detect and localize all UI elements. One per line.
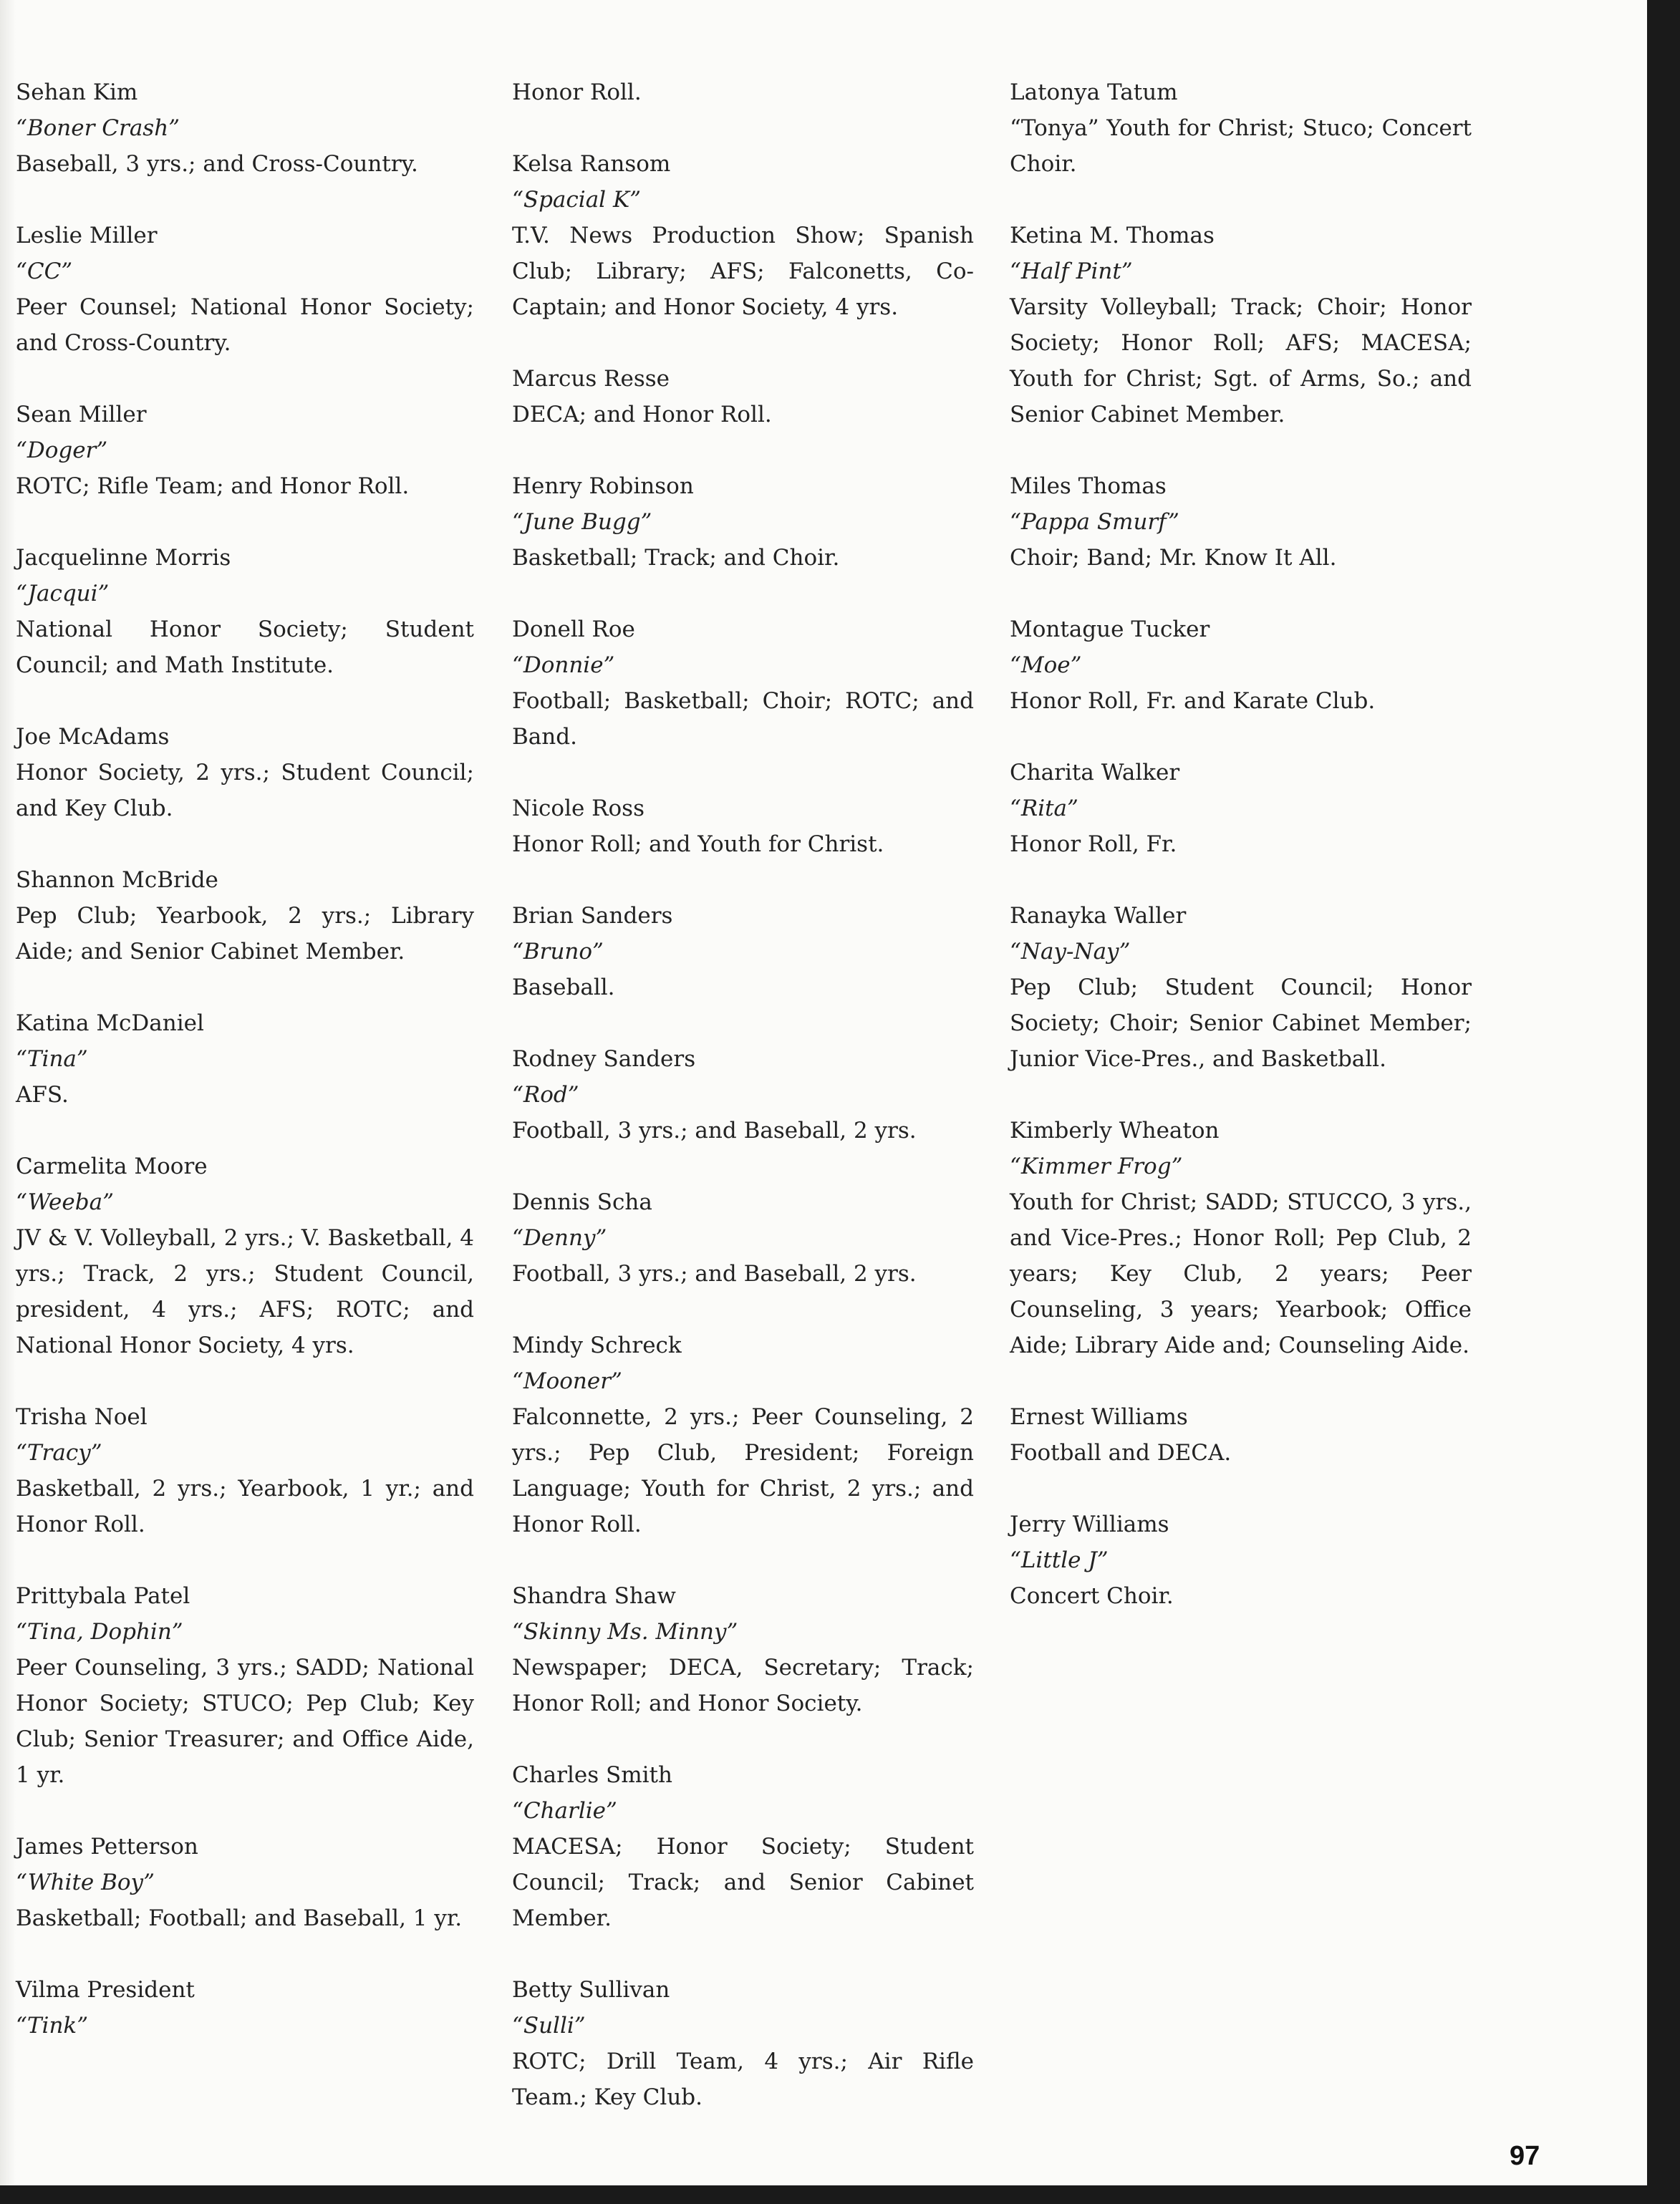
senior-entry (16, 1829, 474, 1936)
activities-text: AFS. (16, 1082, 69, 1108)
nickname: “Doger” (16, 438, 108, 463)
student-name: Montague Tucker (1010, 617, 1210, 642)
student-name: Kimberly Wheaton (1010, 1118, 1220, 1144)
student-name: Ketina M. Thomas (1010, 223, 1215, 248)
senior-entry (16, 1399, 474, 1542)
nickname: “Weeba” (16, 1189, 114, 1215)
senior-entry (1010, 1113, 1472, 1363)
student-name: Kelsa Ransom (512, 151, 671, 177)
activities-text: Baseball. (512, 975, 615, 1000)
student-name: Joe McAdams (16, 724, 170, 750)
nickname: “Tina” (16, 1046, 88, 1072)
nickname: “Tina, Dophin” (16, 1619, 183, 1645)
senior-entry (16, 540, 474, 683)
activities-text: Basketball; Track; and Choir. (512, 545, 840, 571)
student-name: Donell Roe (512, 617, 635, 642)
nickname: “Jacqui” (16, 581, 110, 606)
nickname: “Little J” (1010, 1547, 1109, 1573)
nickname: “Tink” (16, 2013, 89, 2039)
senior-entry (1010, 74, 1472, 182)
nickname: “Sulli” (512, 2013, 586, 2039)
activities-text: National Honor Society; Student Council; and Math Institute. (16, 617, 474, 678)
student-name: Ernest Williams (1010, 1404, 1188, 1430)
nickname: “Mooner” (512, 1368, 622, 1394)
nickname: “Rita” (1010, 796, 1078, 821)
activities-text: Football; Basketball; Choir; ROTC; and Band. (512, 688, 974, 750)
nickname: “June Bugg” (512, 509, 652, 535)
senior-entry (512, 1328, 974, 1542)
senior-entry (512, 1184, 974, 1292)
activities-text: ROTC; Rifle Team; and Honor Roll. (16, 473, 410, 499)
activities-text: Varsity Volleyball; Track; Choir; Honor Society; Honor Roll; AFS; MACESA; Youth for Christ; Sgt. of Arms, So.; and Senior Cabinet Member. (1010, 294, 1472, 427)
page-number: 97 (1510, 2141, 1540, 2171)
activities-text: Basketball; Football; and Baseball, 1 yr. (16, 1905, 463, 1931)
student-name: Shandra Shaw (512, 1583, 676, 1609)
activities-text: Baseball, 3 yrs.; and Cross-Country. (16, 151, 418, 177)
activities-text: Pep Club; Yearbook, 2 yrs.; Library Aide; and Senior Cabinet Member. (16, 903, 474, 965)
senior-entry (16, 1005, 474, 1113)
student-name: Henry Robinson (512, 473, 694, 499)
activities-text: Honor Roll, Fr. (1010, 831, 1177, 857)
senior-entry (512, 146, 974, 325)
nickname: “Donnie” (512, 652, 615, 678)
student-name: Jerry Williams (1010, 1512, 1169, 1537)
activities-text: Falconnette, 2 yrs.; Peer Counseling, 2 yrs.; Pep Club, President; Foreign Language; Youth for Christ, 2 yrs.; and Honor Roll. (512, 1404, 974, 1537)
nickname: “Half Pint” (1010, 258, 1133, 284)
senior-entry (1010, 1399, 1472, 1471)
column-3 (1010, 74, 1472, 1650)
activities-text: Football, 3 yrs.; and Baseball, 2 yrs. (512, 1118, 917, 1144)
nickname: “White Boy” (16, 1870, 155, 1895)
nickname: “Kimmer Frog” (1010, 1154, 1183, 1179)
column-1 (16, 74, 474, 2079)
nickname: “Boner Crash” (16, 115, 180, 141)
student-name: James Petterson (16, 1834, 198, 1860)
student-name: Ranayka Waller (1010, 903, 1187, 929)
student-name: Rodney Sanders (512, 1046, 696, 1072)
activities-text: ROTC; Drill Team, 4 yrs.; Air Rifle Team.; Key Club. (512, 2049, 974, 2110)
senior-entry (1010, 468, 1472, 576)
senior-entry (512, 1578, 974, 1721)
nickname: “Tracy” (16, 1440, 102, 1466)
activities-text: Peer Counseling, 3 yrs.; SADD; National Honor Society; STUCO; Pep Club; Key Club; Senior Treasurer; and Office Aide, 1 yr. (16, 1655, 474, 1788)
student-name: Brian Sanders (512, 903, 673, 929)
senior-entry (512, 74, 974, 110)
senior-entry (16, 862, 474, 970)
activities-text: Honor Roll; and Youth for Christ. (512, 831, 884, 857)
activities-text: MACESA; Honor Society; Student Council; Track; and Senior Cabinet Member. (512, 1834, 974, 1931)
student-name: Sehan Kim (16, 79, 138, 105)
nickname: “Nay-Nay” (1010, 939, 1131, 965)
senior-entry (16, 74, 474, 182)
nickname: “Moe” (1010, 652, 1082, 678)
student-name: Charles Smith (512, 1762, 672, 1788)
senior-entry (1010, 218, 1472, 432)
student-name: Dennis Scha (512, 1189, 652, 1215)
activities-text: T.V. News Production Show; Spanish Club; Library; AFS; Falconetts, Co-Captain; and Honor Society, 4 yrs. (512, 223, 974, 320)
nickname: “Tonya” Youth for Christ; Stuco; Concert Choir. (1010, 115, 1472, 177)
senior-entry (16, 397, 474, 504)
activities-text: Newspaper; DECA, Secretary; Track; Honor Roll; and Honor Society. (512, 1655, 974, 1716)
senior-entry (16, 1578, 474, 1793)
student-name: Betty Sullivan (512, 1977, 670, 2003)
senior-entry (16, 1149, 474, 1363)
activities-text: Peer Counsel; National Honor Society; and Cross-Country. (16, 294, 474, 356)
student-name: Mindy Schreck (512, 1333, 682, 1358)
student-name: Leslie Miller (16, 223, 158, 248)
student-name: Latonya Tatum (1010, 79, 1178, 105)
senior-entry (512, 468, 974, 576)
senior-entry (512, 612, 974, 755)
senior-entry (512, 1972, 974, 2115)
activities-text: Honor Roll. (512, 79, 642, 105)
student-name: Charita Walker (1010, 760, 1180, 786)
activities-text: Football and DECA. (1010, 1440, 1232, 1466)
activities-text: Honor Roll, Fr. and Karate Club. (1010, 688, 1376, 714)
nickname: “Spacial K” (512, 187, 641, 213)
student-name: Jacquelinne Morris (16, 545, 231, 571)
activities-text: Pep Club; Student Council; Honor Society; Choir; Senior Cabinet Member; Junior Vice-Pres., and Basketball. (1010, 975, 1472, 1072)
senior-entry (1010, 898, 1472, 1077)
student-name: Trisha Noel (16, 1404, 148, 1430)
student-name: Sean Miller (16, 402, 147, 427)
activities-text: JV & V. Volleyball, 2 yrs.; V. Basketball, 4 yrs.; Track, 2 yrs.; Student Council, president, 4 yrs.; AFS; ROTC; and National Honor Society, 4 yrs. (16, 1225, 474, 1358)
nickname: “Bruno” (512, 939, 604, 965)
senior-entry (1010, 612, 1472, 719)
senior-entry (1010, 1507, 1472, 1614)
activities-text: DECA; and Honor Roll. (512, 402, 772, 427)
activities-text: Youth for Christ; SADD; STUCCO, 3 yrs., and Vice-Pres.; Honor Roll; Pep Club, 2 years; Key Club, 2 years; Peer Counseling, 3 years; Yearbook; Office Aide; Library Aide and; Counseling Aide. (1010, 1189, 1472, 1358)
senior-entry (512, 898, 974, 1005)
student-name: Nicole Ross (512, 796, 645, 821)
senior-entry (1010, 755, 1472, 862)
student-name: Vilma President (16, 1977, 195, 2003)
nickname: “Charlie” (512, 1798, 617, 1824)
senior-entry (512, 1041, 974, 1149)
activities-text: Football, 3 yrs.; and Baseball, 2 yrs. (512, 1261, 917, 1287)
senior-entry (512, 791, 974, 862)
senior-entry (16, 719, 474, 826)
student-name: Prittybala Patel (16, 1583, 190, 1609)
student-name: Katina McDaniel (16, 1010, 204, 1036)
student-name: Miles Thomas (1010, 473, 1167, 499)
senior-entry (16, 1972, 474, 2044)
activities-text: Honor Society, 2 yrs.; Student Council; and Key Club. (16, 760, 474, 821)
activities-text: Basketball, 2 yrs.; Yearbook, 1 yr.; and Honor Roll. (16, 1476, 474, 1537)
activities-text: Concert Choir. (1010, 1583, 1174, 1609)
nickname: “Denny” (512, 1225, 607, 1251)
student-name: Shannon McBride (16, 867, 218, 893)
senior-entry (16, 218, 474, 361)
student-name: Marcus Resse (512, 366, 670, 392)
senior-entry (512, 361, 974, 432)
column-2 (512, 74, 974, 2151)
student-name: Carmelita Moore (16, 1154, 208, 1179)
activities-text: Choir; Band; Mr. Know It All. (1010, 545, 1337, 571)
nickname: “Pappa Smurf” (1010, 509, 1179, 535)
binding-edge (0, 0, 16, 2185)
nickname: “CC” (16, 258, 73, 284)
nickname: “Skinny Ms. Minny” (512, 1619, 738, 1645)
nickname: “Rod” (512, 1082, 579, 1108)
senior-entry (512, 1757, 974, 1936)
